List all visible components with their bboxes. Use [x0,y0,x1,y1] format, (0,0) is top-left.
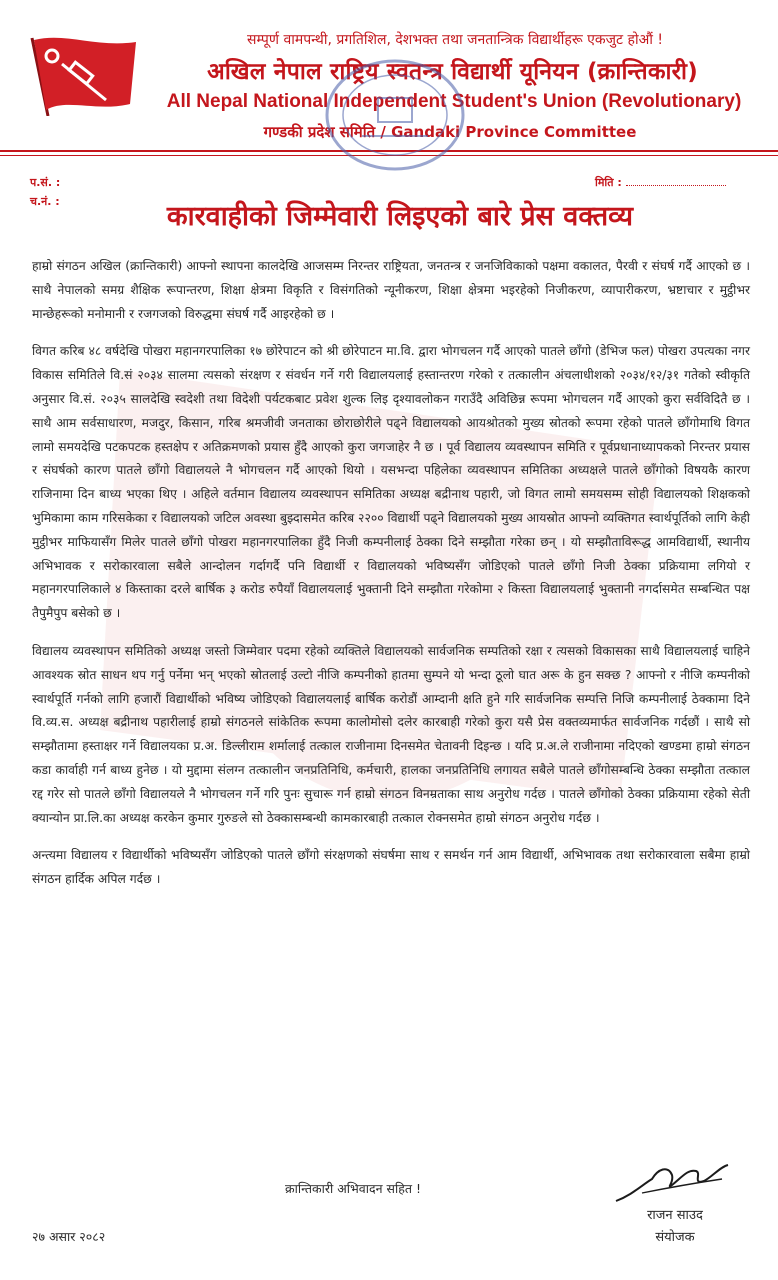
closing-greeting: क्रान्तिकारी अभिवादन सहित ! [285,1181,421,1196]
paragraph-4: अन्त्यमा विद्यालय र विद्यार्थीको भविष्यसँग जोडिएको पातले छाँगो संरक्षणको संघर्षमा साथ र समर्थन गर्न आम विद्यार्थी, अभिभावक तथा सरोकारवाला सबैमा हाम्रो संगठन हार्दिक अपिल गर्दछ । [32,848,750,887]
signer-role: संयोजक [655,1230,695,1245]
date-line [626,175,726,186]
dispatch-no-label: च.नं. : [30,195,60,208]
paragraph-3: विद्यालय व्यवस्थापन समितिको अध्यक्ष जस्तो जिम्मेवार पदमा रहेको व्यक्तिले विद्यालयको सार्वजनिक सम्पतिको रक्षा र त्यसको विकासका साथै विद्यालयलाई चाहिने आवश्यक स्रोत साधन थप गर्नु पर्नेमा भन् भएको स्रोतलाई उल्टो नीजि कम्पनीको हातमा सुम्पने यो भन्दा ठूलो घात अरू के हुन सक्छ ? आफ्नो र नीजि कम्पनीको स्वार्थपूर्ति गर्नको लागि हजारौं विद्यार्थीको भविष्य जोडिएको विद्यालयलाई बार्षिक करोडौं आम्दानी क्षति हुने गरि सार्वजनिक सम्पत्ति निजि कम्पनीलाई ठेक्कामा दिने वि.व्य.स. अध्यक्ष बद्रीनाथ पहारीलाई हाम्रो संगठनले सांकेतिक रूपमा कालोमोसो दलेर कारबाही गरेको कुरा यसै प्रेस वक्तव्यमार्फत सार्वजनिक गर्दछौं । साथै सो सम्झौतामा हस्ताक्षर गर्ने विद्यालयका प्र.अ. डिल्लीराम शर्मालाई तत्काल राजीनामा दिनसमेत चेतावनी दिइन्छ । यदि प्र.अ.ले राजीनामा नदिएको खण्डमा हाम्रो संगठन कडा कार्वाही गर्न बाध्य हुनेछ । यो मुद्दामा संलग्न तत्कालीन जनप्रतिनिधि, कर्मचारी, हालका जनप्रतिनिधि लगायत सबैले पातले छाँगोसम्बन्धि ठेक्का सम्झौता तत्काल रद्द गरेर सो पातले छाँगो विद्यालयले नै भोगचलन गर्ने गरि पुनः सुचारू गर्न हाम्रो संगठन विनम्रताका साथ अनुरोध गर्दछ । पातले छाँगोको ठेक्का प्रक्रियामा रहेको सेती क्यान्योन प्रा.लि.का अध्यक्ष करकेन कुमार गुरुङले सो ठेक्कासम्बन्धी कामकारबाही तत्काल रोक्नसमेत हाम्रो संगठन अनुरोध गर्दछ । [32,643,750,825]
document-date: २७ असार २०८२ [32,1229,106,1244]
date-label: मिति : [595,176,622,189]
ref-no-label: प.सं. : [30,176,61,189]
official-seal-icon [322,56,468,174]
committee-name: गण्डकी प्रदेश समिति / Gandaki Province Committee [263,123,637,141]
handwritten-signature-icon [612,1155,732,1207]
date-field [595,175,726,190]
org-name-nepali: अखिल नेपाल राष्ट्रिय स्वतन्त्र विद्यार्थी यूनियन (क्रान्तिकारी) [207,59,698,85]
paragraph-2: विगत करिब ४८ वर्षदेखि पोखरा महानगरपालिका १७ छोरेपाटन को श्री छोरेपाटन मा.वि. द्वारा भोगचलन गर्दै आएको पातले छाँगो (डेभिज फल) पोखरा उपत्यका नगर विकास समितिले वि.सं २०३४ सालमा त्यसको संरक्षण र संवर्धन गर्ने गरी विद्यालयलाई हस्तान्तरण गरेको र तत्कालीन अंचलाधीशको २०३४/१२/३१ गतेको स्वीकृति अनुसार वि.सं. २०३५ सालदेखि स्वदेशी तथा विदेशी पर्यटकबाट प्रवेश शुल्क लिइ दृश्यावलोकन गराउँदै अविछिन्न रूपमा भोगचलन गर्दै आएको कुरा सर्वविदितै छ । साथै आम सर्वसाधारण, मजदुर, किसान, गरिब श्रमजीवी जनताका छोराछोरीले पढ्ने विद्यालयको आयश्रोतको मुख्य स्रोतको रूपमा रहेको पातले छाँगोमाथि विगत लामो समयदेखि पटकपटक हस्तक्षेप र अतिक्रमणको प्रयास हुँदै आएको कुरा जगजाहेर नै छ । पूर्व विद्यालय व्यवस्थापन समिति र पूर्वप्रधानाध्यापकको निरन्तर प्रयास र संघर्षको कारण पातले छाँगो विद्यालयले नै भोगचलन गर्दै आएको थियो । यसभन्दा पहिलेका व्यवस्थापन समितिका अध्यक्षले पातले छाँगोको विषयकै कारण राजिनामा दिन बाध्य भएका थिए । अहिले वर्तमान विद्यालय व्यवस्थापन समितिका अध्यक्ष बद्रीनाथ पहारी, जो विगत लामो समयसम्म सोही विद्यालयको शिक्षकको भुमिकामा काम गरिसकेका र विद्यालयको जटिल अवस्था बुझ्दासमेत करिब २२०० विद्यार्थी पढ्ने विद्यालयको मुख्य आयस्रोत आफ्नो व्यक्तिगत स्वार्थपूर्तिको लागि केही मुट्ठीभर माफियासँग मिलेर पातले छाँगो पोखरा महानगरपालिका हुँदै निजी कम्पनीलाई ठेक्का दिने सम्झौता गरेका छन् । यो सम्झौताविरूद्ध आमविद्यार्थी, स्थानीय अभिभावक र सरोकारवाला सबैले आन्दोलन गर्दागर्दै पनि विद्यार्थी र विद्यालयको भविष्यसँग जोडिएको पातले छाँगो निजी ठेक्का प्रक्रियामा लगियो र महानगरपालिकाले ४ किस्ताका दरले बार्षिक ३ करोड रुपैयाँ विद्यालयलाई भुक्तानी दिने सम्झौता गरेकोमा २ किस्ता विद्यालयलाई भुक्तानी नगर्दासमेत सम्बन्धित पक्ष तैपुमैपुप बसेको छ । [32,344,750,621]
dispatch-no-field [30,194,60,209]
press-release-title: कारवाहीको जिम्मेवारी लिइएको बारे प्रेस वक्तव्य [166,201,634,232]
signer-name: राजन साउद [647,1208,703,1223]
signer-block [610,1205,740,1249]
party-flag-icon [26,34,138,116]
ref-no-field [30,175,60,190]
org-name-english: All Nepal National Independent Student's Union (Revolutionary) [166,91,742,112]
paragraph-1: हाम्रो संगठन अखिल (क्रान्तिकारी) आफ्नो स्थापना कालदेखि आजसम्म निरन्तर राष्ट्रियता, जनतन्त्र र जनजिविकाको पक्षमा वकालत, पैरवी र संघर्ष गर्दै आएको छ । साथै नेपालको समग्र शैक्षिक रूपान्तरण, शिक्षा क्षेत्रमा विकृति र विसंगतिको न्यूनीकरण, शिक्षा क्षेत्रमा भइरहेको निजीकरण, व्यापारीकरण, भ्रष्टाचार र मुट्ठीभर मान्छेहरूको मनोमानी र रजगजको विरुद्धमा संघर्ष गर्दै आइरहेको छ । [32,259,750,321]
press-release-body [32,255,750,906]
slogan: सम्पूर्ण वामपन्थी, प्रगतिशिल, देशभक्त तथा जनतान्त्रिक विद्यार्थीहरू एकजुट होऔं ! [246,32,663,48]
